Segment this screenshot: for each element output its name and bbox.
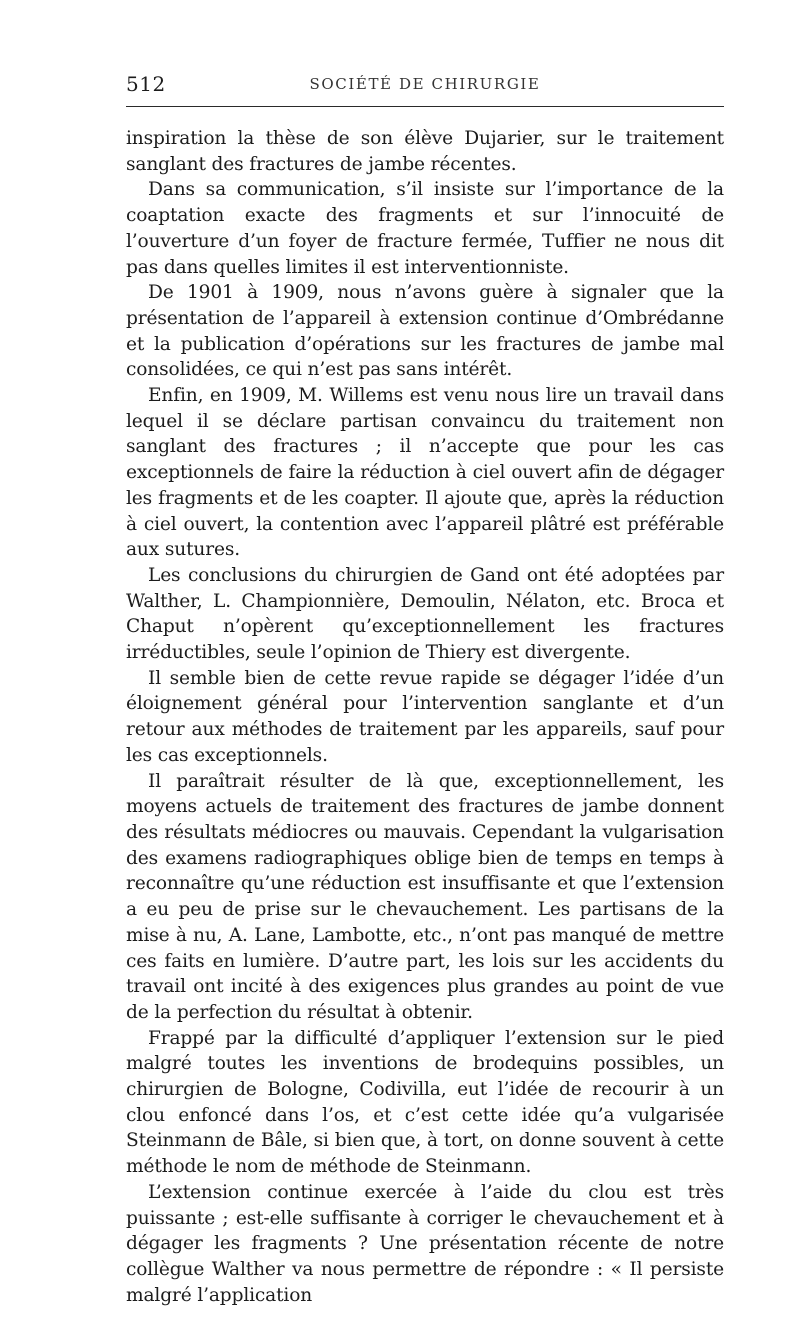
paragraph: L’extension continue exercée à l’aide du clou est très puissante ; est-elle suffisante à corriger le chevauchement et à dégager les fragments ? Une présentation récente de notre collègue Walther va nous permettre de répondre : « Il persiste malgré l’application bbox=[126, 1181, 724, 1306]
paragraph: Les conclusions du chirurgien de Gand ont été adoptées par Walther, L. Championnière, Demoulin, Nélaton, etc. Broca et Chaput n’opèrent qu’exceptionnellement les fractures irréductibles, seule l’opinion de Thiery est divergente. bbox=[126, 564, 724, 664]
header-title: SOCIÉTÉ DE CHIRURGIE bbox=[309, 75, 541, 93]
paragraph: De 1901 à 1909, nous n’avons guère à signaler que la présentation de l’appareil à extension continue d’Ombrédanne et la publication d’opérations sur les fractures de jambe mal consolidées, ce qui n’est pas sans intérêt. bbox=[126, 282, 724, 381]
paragraph: Il semble bien de cette revue rapide se dégager l’idée d’un éloignement général pour l’intervention sanglante et d’un retour aux méthodes de traitement par les appareils, sauf pour les cas exceptionnels. bbox=[126, 667, 724, 766]
paragraph: Enfin, en 1909, M. Willems est venu nous lire un travail dans lequel il se déclare partisan convaincu du traitement non sanglant des fractures ; il n’accepte que pour les cas exceptionnels de faire la réduction à ciel ouvert afin de dégager les fragments et de les coapter. Il ajoute que, après la réduction à ciel ouvert, la contention avec l’appareil plâtré est préférable aux sutures. bbox=[126, 385, 724, 561]
running-head bbox=[126, 70, 724, 100]
paragraph: inspiration la thèse de son élève Dujarier, sur le traitement sanglant des fractures de jambe récentes. bbox=[126, 128, 724, 175]
body-text bbox=[126, 126, 724, 1308]
paragraph: Il paraîtrait résulter de là que, exceptionnellement, les moyens actuels de traitement des fractures de jambe donnent des résultats médiocres ou mauvais. Cependant la vulgarisation des examens radiographiques oblige bien de temps en temps à reconnaître qu’une réduction est insuffisante et que l’extension a eu peu de prise sur le chevauchement. Les partisans de la mise à nu, A. Lane, Lambotte, etc., n’ont pas manqué de mettre ces faits en lumière. D’autre part, les lois sur les accidents du travail ont incité à des exigences plus grandes au point de vue de la perfection du résultat à obtenir. bbox=[126, 770, 724, 1023]
paragraph: Frappé par la difficulté d’appliquer l’extension sur le pied malgré toutes les inventions de brodequins possibles, un chirurgien de Bologne, Codivilla, eut l’idée de recourir à un clou enfoncé dans l’os, et c’est cette idée qu’a vulgarisée Steinmann de Bâle, si bien que, à tort, on donne souvent à cette méthode le nom de méthode de Steinmann. bbox=[126, 1027, 724, 1178]
header-rule bbox=[126, 106, 724, 107]
paragraph: Dans sa communication, s’il insiste sur l’importance de la coaptation exacte des fragments et sur l’innocuité de l’ouverture d’un foyer de fracture fermée, Tuffier ne nous dit pas dans quelles limites il est interventionniste. bbox=[126, 179, 724, 278]
page-number: 512 bbox=[126, 72, 166, 96]
